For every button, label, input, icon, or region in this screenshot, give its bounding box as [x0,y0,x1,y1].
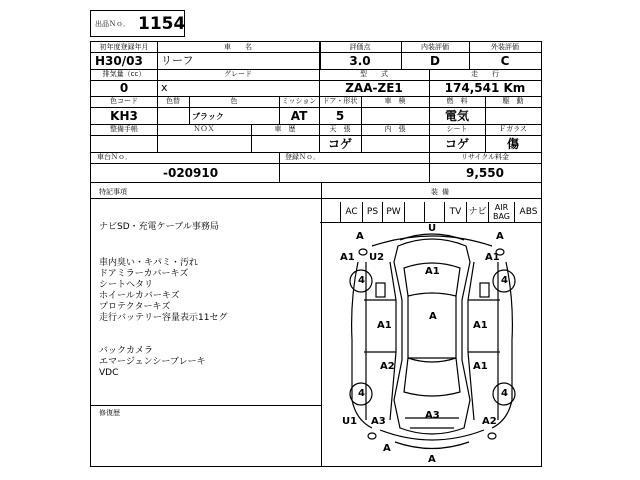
damage-mark: U [428,223,437,234]
notes-label: 特記事項 [99,188,127,196]
damage-mark: A1 [485,252,500,263]
note-line: 車内臭い・キパミ・汚れ [99,258,199,268]
tire-value: 4 [501,275,508,286]
damage-mark: A1 [473,361,488,372]
grid-line [91,52,541,53]
note-line: ドアミラーカバーキズ [99,269,189,279]
note-line: シートヘタリ [99,280,154,290]
label-doors: ドア・形状 [322,97,358,105]
repair-label: 修復歴 [99,409,120,417]
value-car-name: リーフ [161,54,194,67]
damage-mark: A1 [377,320,392,331]
damage-mark: A3 [371,416,386,427]
damage-mark: A [429,311,437,322]
value-grade: x [161,81,168,94]
label-car-name: 車 名 [224,43,252,51]
label-glass: Ｆガラス [499,125,527,133]
value-recycle: 9,550 [466,166,504,180]
damage-mark: A [496,231,504,242]
label-chassis: 車台Ｎｏ． [97,153,132,161]
tire-value: 4 [358,275,365,286]
value-transmission: AT [290,109,308,123]
damage-mark: A1 [473,320,488,331]
label-drive: 駆 動 [502,97,524,105]
label-recycle: リサイクル料金 [460,153,510,161]
grid-line [91,198,541,199]
value-exterior: C [500,54,510,68]
label-displacement: 排気量（cc） [102,70,146,78]
label-color-code: 色コード [110,97,138,105]
note-line: ホイールカバーキズ [99,291,180,301]
value-ceiling: コゲ [327,137,352,151]
label-fuel: 燃 料 [446,97,468,105]
vehicle-info-grid [90,41,542,183]
equipment-navi: ナビ [466,202,488,222]
note-line: ナビSD・充電ケーブル事務局 [99,222,219,232]
equipment-airbag: AIR BAG [488,202,514,222]
label-manual: 整備手帳 [110,125,138,133]
value-fuel: 電気 [444,109,469,123]
lot-number: 1154 [138,14,186,34]
note-line: プロテクターキズ [99,302,171,312]
label-score: 評価点 [349,43,371,51]
value-displacement: 0 [119,81,129,95]
tire-value: 4 [501,388,508,399]
equipment-ps: PS [362,202,382,222]
value-model: ZAA-ZE1 [345,81,403,95]
label-grade: グレード [224,70,252,78]
value-score: 3.0 [349,54,371,68]
grid-line [91,135,541,136]
damage-mark: A1 [425,266,440,277]
value-mileage: 174,541 Km [444,81,526,95]
value-first-reg: H30/03 [95,54,143,68]
damage-mark: U2 [369,252,385,263]
damage-mark: A2 [482,416,497,427]
damage-mark: A [356,231,364,242]
label-interior: 内装評価 [421,43,449,51]
label-inspection: 車 検 [384,97,406,105]
tire-value: 4 [358,388,365,399]
value-glass: 傷 [506,137,519,151]
grid-line [91,107,541,108]
note-line: エマージェンシーブレーキ [99,357,206,367]
label-ceiling: 天 張 [329,125,351,133]
label-seat: シート [446,125,468,133]
equipment-ac: AC [340,202,362,222]
label-reg-no: 登録Ｎｏ． [285,153,320,161]
grid-line [91,163,541,164]
damage-mark: A2 [380,361,395,372]
equipment-blank-2 [424,202,444,222]
label-nox: ＮＯＸ [193,125,215,133]
label-color: 色 [230,97,238,105]
value-interior: D [430,54,440,68]
grid-line [321,183,322,466]
note-line: バックカメラ [99,346,154,356]
label-transmission: ミッション [281,97,317,105]
equipment-tv: TV [444,202,466,222]
value-color-code: KH3 [110,109,138,123]
damage-mark: A [428,454,436,465]
label-history: 車 歴 [274,125,296,133]
label-first-reg: 初年度登録年月 [99,43,149,51]
value-color: ブラック [192,112,224,121]
equipment-blank-1 [404,202,424,222]
damage-mark: A1 [340,252,355,263]
note-line: 走行バッテリー容量表示11セグ [99,313,228,323]
damage-mark: A3 [425,410,440,421]
label-interior-top: 内 張 [384,125,406,133]
equipment-pw: PW [382,202,404,222]
damage-mark: U1 [342,416,358,427]
equipment-label: 装備 [431,188,453,196]
value-doors: 5 [335,109,345,123]
damage-mark: A [383,443,391,454]
label-exterior: 外装評価 [491,43,519,51]
lot-label: 出品Ｎｏ． [95,20,130,28]
label-color-swap: 色替 [166,97,180,105]
grid-line [91,405,321,406]
equipment-abs: ABS [514,202,542,222]
label-mileage: 走 行 [471,70,499,78]
grid-line [279,152,280,182]
label-model: 型 式 [360,70,388,78]
value-seat: コゲ [444,137,469,151]
note-line: VDC [99,368,119,378]
lot-number-box [90,10,185,37]
value-chassis: -020910 [163,166,219,180]
